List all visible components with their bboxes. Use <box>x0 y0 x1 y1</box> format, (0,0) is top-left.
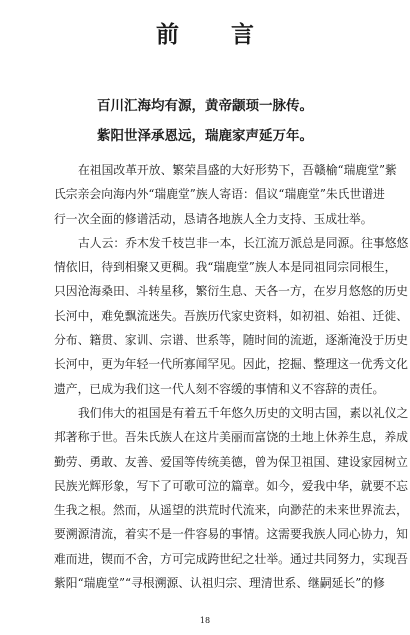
paragraph-3 <box>54 401 409 595</box>
text-line: 我们伟大的祖国是有着五千年悠久历史的文明古国，素以礼仪之 <box>78 405 409 420</box>
text-line: 古人云：乔木发千枝岂非一本，长江流万派总是同源。往事悠悠 <box>78 235 409 250</box>
poem-line-1: 百川汇海均有源，黄帝颛顼一脉传。 <box>97 98 313 114</box>
text-line: 氏宗亲会向海内外“瑞鹿堂”族人寄语：倡议“瑞鹿堂”朱氏世谱进 <box>54 187 385 202</box>
text-line: 要溯源清流，着实不是一件容易的事情。这需要我族人同心协力，知 <box>54 527 408 542</box>
text-line: 生我之根。然而，从遥望的洪荒时代流来，向渺茫的未来世界流去， <box>54 503 408 518</box>
text-line: 难而进，锲而不舍，方可完成跨世纪之壮举。通过共同努力，实现吾 <box>54 551 408 566</box>
text-line: 邦著称于世。吾朱氏族人在这片美丽而富饶的土地上休养生息，养成 <box>54 430 408 445</box>
text-line: 勤劳、勇敢、友善、爱国等传统美德，曾为保卫祖国、建设家园树立 <box>54 454 408 469</box>
text-line: 情依旧，待到相聚又更稠。我“瑞鹿堂”族人本是同祖同宗同根生， <box>54 260 397 275</box>
page-number: 18 <box>199 616 211 625</box>
paragraph-2 <box>54 231 409 401</box>
text-line: 长河中，更为年轻一代所寡闻罕见。因此，挖掘、整理这一优秀文化 <box>54 357 408 372</box>
text-line: 分布、籍贯、家训、宗谱、世系等，随时间的流逝，逐渐淹没于历史 <box>54 333 408 348</box>
text-line: 紫阳“瑞鹿堂”“寻根溯源、认祖归宗、理清世系、继嗣延长”的修 <box>54 576 385 591</box>
text-line: 行一次全面的修谱活动，恳请各地族人全力支持、玉成壮举。 <box>54 211 373 226</box>
paragraph-1 <box>54 158 397 231</box>
body-text <box>54 158 409 595</box>
text-line: 只因沧海桑田、斗转星移，繁衍生息、天各一方，在岁月悠悠的历史 <box>54 284 408 299</box>
text-line: 民族光辉形象，写下了可歌可泣的篇章。如今，爱我中华，就要不忘 <box>54 478 408 493</box>
text-line: 长河中，难免飘流迷失。吾族历代家史资料，如初祖、始祖、迁徙、 <box>54 308 408 323</box>
text-line: 遗产，已成为我们这一代人刻不容缓的事情和义不容辞的责任。 <box>54 381 385 396</box>
text-line: 在祖国改革开放、繁荣昌盛的大好形势下，吾赣榆“瑞鹿堂”紫 <box>78 163 397 177</box>
poem-line-2: 紫阳世泽承恩远，瑞鹿家声延万年。 <box>97 128 313 144</box>
page-title: 前 言 <box>155 21 276 48</box>
